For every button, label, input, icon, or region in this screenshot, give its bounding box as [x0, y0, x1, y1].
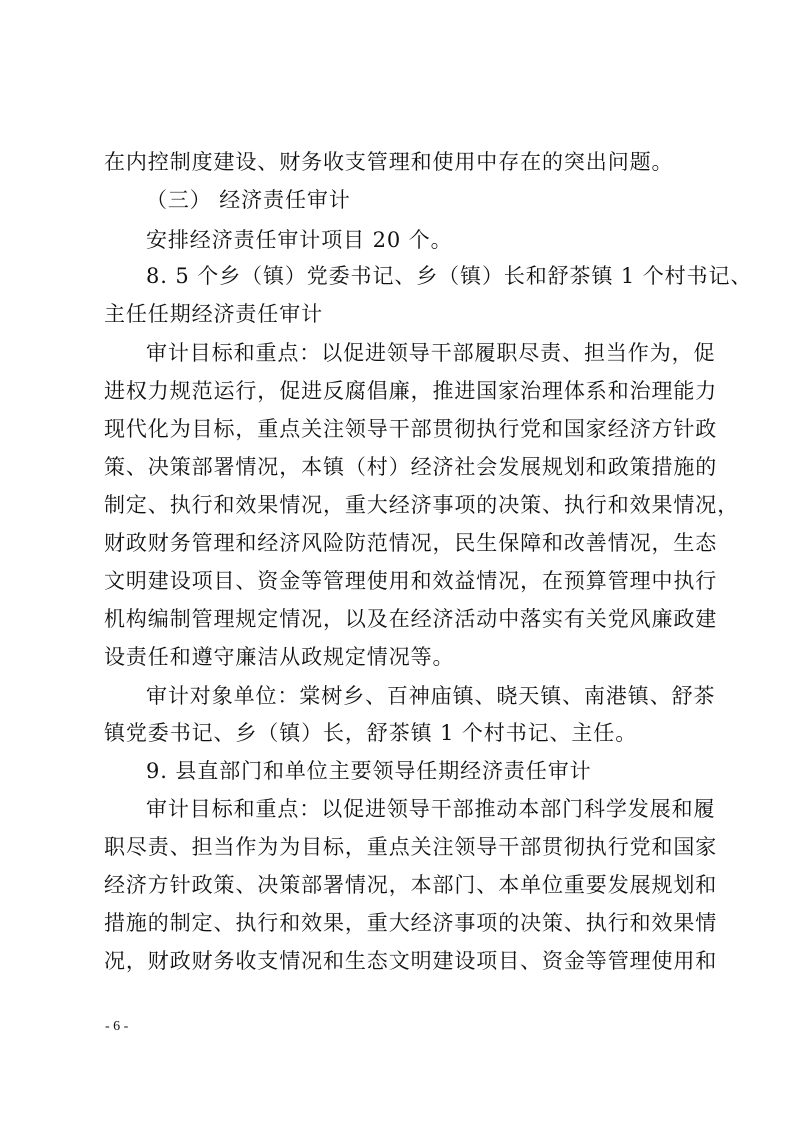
paragraph-line: 镇党委书记、乡（镇）长，舒茶镇 1 个村书记、主任。	[104, 721, 638, 745]
paragraph-line: 机构编制管理规定情况，以及在经济活动中落实有关党风廉政建	[104, 607, 718, 631]
paragraph-line: 进权力规范运行，促进反腐倡廉，推进国家治理体系和治理能力	[104, 379, 718, 403]
paragraph-line: 况，财政财务收支情况和生态文明建设项目、资金等管理使用和	[104, 949, 718, 973]
paragraph-line: 制定、执行和效果情况，重大经济事项的决策、执行和效果情况，	[104, 493, 740, 517]
paragraph-line: 设责任和遵守廉洁从政规定情况等。	[104, 645, 455, 669]
paragraph-line: 在内控制度建设、财务收支管理和使用中存在的突出问题。	[104, 150, 674, 174]
paragraph-line: 文明建设项目、资金等管理使用和效益情况，在预算管理中执行	[104, 569, 718, 593]
item-heading: 8. 5 个乡（镇）党委书记、乡（镇）长和舒茶镇 1 个村书记、	[146, 264, 753, 288]
paragraph-line: 财政财务管理和经济风险防范情况，民生保障和改善情况，生态	[104, 531, 718, 555]
paragraph-line: 策、决策部署情况，本镇（村）经济社会发展规划和政策措施的	[104, 455, 718, 479]
paragraph-line: 措施的制定、执行和效果，重大经济事项的决策、执行和效果情	[104, 911, 718, 935]
paragraph-line: 经济方针政策、决策部署情况，本部门、本单位重要发展规划和	[104, 873, 718, 897]
item-heading: 9. 县直部门和单位主要领导任期经济责任审计	[146, 759, 592, 783]
paragraph-line: 审计对象单位：棠树乡、百神庙镇、晓天镇、南港镇、舒茶	[146, 684, 716, 708]
paragraph-line: 审计目标和重点：以促进领导干部履职尽责、担当作为，促	[146, 341, 716, 365]
paragraph-line: 审计目标和重点：以促进领导干部推动本部门科学发展和履	[146, 797, 716, 821]
paragraph-line: 现代化为目标，重点关注领导干部贯彻执行党和国家经济方针政	[104, 417, 718, 441]
paragraph-line: 职尽责、担当作为为目标，重点关注领导干部贯彻执行党和国家	[104, 835, 718, 859]
section-heading: （三） 经济责任审计	[146, 188, 351, 212]
paragraph-line: 安排经济责任审计项目 20 个。	[146, 228, 453, 252]
item-heading: 主任任期经济责任审计	[104, 302, 323, 326]
page-number: - 6 -	[105, 1019, 129, 1034]
